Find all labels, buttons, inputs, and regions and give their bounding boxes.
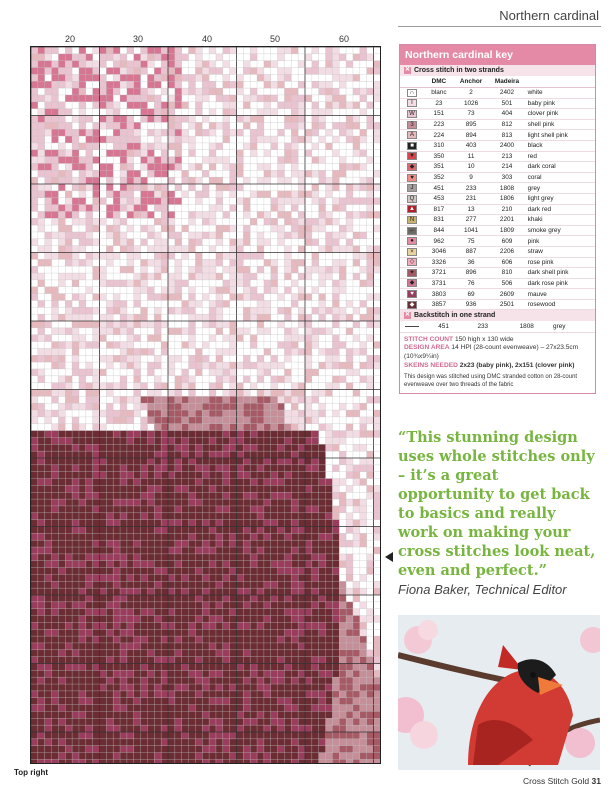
column-number: 30 xyxy=(133,34,144,44)
key-colour-name: shell pink xyxy=(526,119,595,130)
column-number: 60 xyxy=(339,34,350,44)
key-anchor: 894 xyxy=(454,130,489,141)
key-anchor: 895 xyxy=(454,119,489,130)
skeins-value: 2x23 (baby pink), 2x151 (clover pink) xyxy=(459,362,575,370)
center-arrow-icon xyxy=(385,552,393,562)
cross-icon: ✕ xyxy=(404,312,411,319)
key-madeira: 303 xyxy=(488,172,525,183)
key-colour-name: light shell pink xyxy=(526,130,595,141)
skeins-label: SKEINS NEEDED xyxy=(404,362,458,370)
key-dmc: 3326 xyxy=(424,257,454,268)
stitch-symbol-icon: W xyxy=(407,110,417,118)
key-madeira: 2206 xyxy=(488,246,525,257)
key-dmc: 352 xyxy=(424,172,454,183)
key-anchor: 896 xyxy=(454,268,489,279)
stitch-symbol-icon: ♥ xyxy=(407,290,417,298)
stitch-count-label: STITCH COUNT xyxy=(404,335,454,343)
key-colour-name: rose pink xyxy=(526,257,595,268)
stitch-symbol-icon: ∩ xyxy=(407,89,417,97)
key-dmc: 3721 xyxy=(424,268,454,279)
key-section-label: Backstitch in one strand xyxy=(414,312,496,320)
cross-stitch-chart xyxy=(30,46,381,764)
key-madeira: 1808 xyxy=(488,183,525,194)
key-section-backstitch xyxy=(400,310,595,321)
stitch-symbol-icon: A xyxy=(407,131,417,139)
key-dmc: 224 xyxy=(424,130,454,141)
key-madeira: 606 xyxy=(488,257,525,268)
cross-icon: ✕ xyxy=(404,67,411,73)
backstitch-line-icon xyxy=(400,321,424,332)
key-anchor: 11 xyxy=(454,151,489,162)
stitch-count-value: 150 high x 130 wide xyxy=(454,335,514,343)
key-row xyxy=(400,172,595,183)
quote-author: Fiona Baker, Technical Editor xyxy=(398,582,567,597)
key-colour-name: smoke grey xyxy=(526,225,595,236)
stitch-symbol-icon: ◆ xyxy=(407,301,417,309)
key-row xyxy=(400,257,595,268)
key-madeira: 609 xyxy=(488,236,525,247)
key-colour-name: rosewood xyxy=(526,299,595,310)
key-anchor: 277 xyxy=(454,215,489,226)
colour-key-panel xyxy=(399,44,596,394)
key-colour-name: grey xyxy=(551,321,595,332)
key-col-madeira: Madeira xyxy=(488,76,525,88)
magazine-name: Cross Stitch Gold xyxy=(523,776,590,786)
key-col-dmc: DMC xyxy=(424,76,454,88)
key-anchor: 403 xyxy=(454,140,489,151)
key-madeira: 2201 xyxy=(488,215,525,226)
key-row xyxy=(400,289,595,300)
key-dmc: 962 xyxy=(424,236,454,247)
key-colour-name: red xyxy=(526,151,595,162)
stitch-symbol-icon: N xyxy=(407,216,417,224)
stitch-symbol-icon: ▼ xyxy=(407,152,417,160)
key-madeira: 2609 xyxy=(488,289,525,300)
stitch-symbol-icon: ✦ xyxy=(407,269,417,277)
key-dmc: 23 xyxy=(424,98,454,109)
key-row xyxy=(400,151,595,162)
key-madeira: 812 xyxy=(488,119,525,130)
key-anchor: 2 xyxy=(454,88,489,99)
key-row xyxy=(400,299,595,310)
key-row xyxy=(400,268,595,279)
key-dmc: 453 xyxy=(424,193,454,204)
design-area-value: 14 HPI (28-count evenweave) – 27x23.5cm (10¾x9¼in) xyxy=(404,344,579,361)
key-dmc: 351 xyxy=(424,162,454,173)
key-row xyxy=(400,140,595,151)
stitch-symbol-icon: ● xyxy=(407,237,417,245)
key-anchor: 231 xyxy=(454,193,489,204)
key-dmc: 817 xyxy=(424,204,454,215)
key-table xyxy=(400,76,595,310)
stitch-symbol-icon: × xyxy=(407,248,417,256)
key-dmc: 151 xyxy=(424,109,454,120)
key-dmc: 223 xyxy=(424,119,454,130)
key-madeira: 214 xyxy=(488,162,525,173)
key-anchor: 1026 xyxy=(454,98,489,109)
key-madeira: 501 xyxy=(488,98,525,109)
key-anchor: 73 xyxy=(454,109,489,120)
key-anchor: 233 xyxy=(454,183,489,194)
key-dmc: 310 xyxy=(424,140,454,151)
stitch-symbol-icon: ♥ xyxy=(407,174,417,182)
stitch-symbol-icon: ◆ xyxy=(407,279,417,287)
key-anchor: 75 xyxy=(454,236,489,247)
key-madeira: 813 xyxy=(488,130,525,141)
key-colour-name: dark red xyxy=(526,204,595,215)
chart-corner-label: Top right xyxy=(14,768,49,777)
key-dmc: 3803 xyxy=(424,289,454,300)
key-dmc: 350 xyxy=(424,151,454,162)
column-number: 20 xyxy=(65,34,76,44)
stitch-symbol-icon: 3 xyxy=(407,121,417,129)
key-colour-name: khaki xyxy=(526,215,595,226)
key-madeira: 213 xyxy=(488,151,525,162)
key-row xyxy=(400,119,595,130)
page-footer xyxy=(523,776,601,786)
key-dmc: 831 xyxy=(424,215,454,226)
key-madeira: 2400 xyxy=(488,140,525,151)
key-colour-name: pink xyxy=(526,236,595,247)
chart-grid xyxy=(31,47,381,764)
stitch-symbol-icon: ◆ xyxy=(407,163,417,171)
key-madeira: 1808 xyxy=(502,321,551,332)
page-number: 31 xyxy=(591,776,601,786)
key-colour-name: grey xyxy=(526,183,595,194)
key-row xyxy=(400,225,595,236)
key-row xyxy=(400,246,595,257)
key-col-anchor: Anchor xyxy=(454,76,489,88)
key-title: Northern cardinal key xyxy=(400,45,595,65)
key-colour-name: clover pink xyxy=(526,109,595,120)
stitch-symbol-icon: ■ xyxy=(407,142,417,150)
key-row xyxy=(400,215,595,226)
key-row xyxy=(400,193,595,204)
stitch-symbol-icon: J xyxy=(407,184,417,192)
key-info xyxy=(400,333,595,394)
key-row xyxy=(400,183,595,194)
key-dmc: 3731 xyxy=(424,278,454,289)
key-col-symbol xyxy=(400,76,424,88)
key-row xyxy=(400,236,595,247)
key-madeira: 810 xyxy=(488,268,525,279)
key-row xyxy=(400,278,595,289)
key-col-name xyxy=(526,76,595,88)
key-anchor: 9 xyxy=(454,172,489,183)
key-anchor: 10 xyxy=(454,162,489,173)
key-colour-name: dark coral xyxy=(526,162,595,173)
key-row xyxy=(400,162,595,173)
key-row xyxy=(400,130,595,141)
pull-quote xyxy=(398,428,598,597)
key-dmc: 451 xyxy=(424,321,463,332)
stitch-symbol-icon: ⌐ xyxy=(407,227,417,235)
key-colour-name: black xyxy=(526,140,595,151)
key-madeira: 506 xyxy=(488,278,525,289)
header-title: Northern cardinal xyxy=(499,8,599,23)
key-colour-name: white xyxy=(526,88,595,99)
key-madeira: 2501 xyxy=(488,299,525,310)
cardinal-illustration xyxy=(398,615,600,770)
key-colour-name: straw xyxy=(526,246,595,257)
key-anchor: 233 xyxy=(463,321,502,332)
key-anchor: 36 xyxy=(454,257,489,268)
column-number: 50 xyxy=(270,34,281,44)
key-row xyxy=(400,109,595,120)
key-madeira: 404 xyxy=(488,109,525,120)
key-colour-name: light grey xyxy=(526,193,595,204)
key-madeira: 1809 xyxy=(488,225,525,236)
column-number: 40 xyxy=(202,34,213,44)
key-colour-name: mauve xyxy=(526,289,595,300)
key-anchor: 13 xyxy=(454,204,489,215)
key-dmc: 451 xyxy=(424,183,454,194)
key-anchor: 1041 xyxy=(454,225,489,236)
key-colour-name: baby pink xyxy=(526,98,595,109)
key-section-label: Cross stitch in two strands xyxy=(414,67,504,74)
key-anchor: 936 xyxy=(454,299,489,310)
design-area-label: DESIGN AREA xyxy=(404,344,450,352)
key-colour-name: coral xyxy=(526,172,595,183)
key-colour-name: dark shell pink xyxy=(526,268,595,279)
stitch-symbol-icon: Q xyxy=(407,195,417,203)
key-dmc: blanc xyxy=(424,88,454,99)
key-row xyxy=(400,98,595,109)
key-dmc: 3046 xyxy=(424,246,454,257)
key-madeira: 210 xyxy=(488,204,525,215)
key-note: This design was stitched using DMC stranded cotton on 28-count evenweave over two threads of the fabric xyxy=(404,374,578,389)
key-dmc: 3857 xyxy=(424,299,454,310)
cardinal-photo xyxy=(398,615,600,770)
key-madeira: 1806 xyxy=(488,193,525,204)
key-section-full-stitch xyxy=(400,65,595,76)
key-row xyxy=(400,88,595,99)
key-anchor: 69 xyxy=(454,289,489,300)
key-anchor: 76 xyxy=(454,278,489,289)
header-rule xyxy=(398,26,601,27)
quote-text: “This stunning design uses whole stitches only – it’s a great opportunity to get back to basics and really work on making your cross stitches look neat, even and perfect.” xyxy=(398,429,596,579)
key-madeira: 2402 xyxy=(488,88,525,99)
key-row xyxy=(400,321,595,332)
key-table-backstitch xyxy=(400,321,595,332)
key-row xyxy=(400,204,595,215)
stitch-symbol-icon: ◇ xyxy=(407,258,417,266)
key-colour-name: dark rose pink xyxy=(526,278,595,289)
key-anchor: 887 xyxy=(454,246,489,257)
key-dmc: 844 xyxy=(424,225,454,236)
stitch-symbol-icon: ▲ xyxy=(407,205,417,213)
stitch-symbol-icon: I xyxy=(407,99,417,107)
